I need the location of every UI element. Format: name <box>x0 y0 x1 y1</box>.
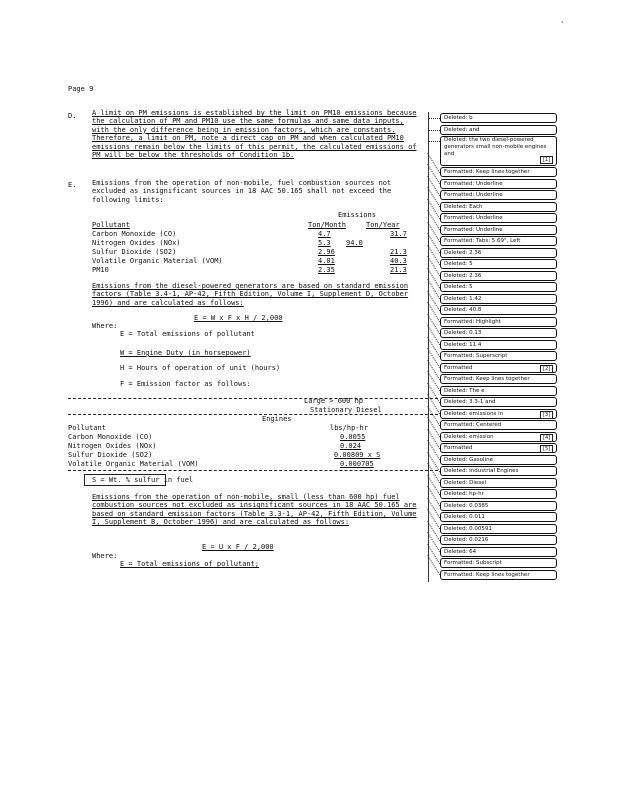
balloon-text: emission <box>469 433 494 440</box>
balloon-label: Formatted: <box>444 226 477 233</box>
balloon-text: Keep lines together <box>476 169 530 175</box>
limits-month: 2.96 <box>318 248 335 256</box>
balloon-tag[interactable]: [5] <box>540 445 553 453</box>
balloon-connector <box>427 475 440 495</box>
balloon-text: Keep lines together <box>476 376 530 382</box>
balloon-connector <box>427 544 440 564</box>
comment-balloon[interactable] <box>440 386 557 396</box>
balloon-label: Deleted: <box>444 203 470 210</box>
section-e-text: Emissions from the operation of non-mobile, fuel combustion sources not excluded as insignificant sources in 18 AAC 50.165 shall not exceed the following limits: <box>92 179 392 204</box>
factors-value: 0.0055 <box>340 433 366 441</box>
balloon-connector <box>427 222 440 242</box>
limits-col-month: Ton/Month <box>308 221 346 229</box>
balloon-label: Deleted: <box>444 284 470 290</box>
definition-w: W = Engine Duty (in horsepower) <box>120 349 251 357</box>
comment-balloon[interactable] <box>440 570 557 580</box>
limits-pollutant: Sulfur Dioxide (SO2) <box>92 248 177 256</box>
balloon-label: Deleted: <box>444 341 470 348</box>
comment-balloon[interactable] <box>440 294 557 304</box>
limits-month: 4.7 <box>318 230 331 238</box>
balloon-text: emissions in <box>469 410 504 417</box>
comment-balloon[interactable] <box>440 125 557 135</box>
comment-balloon[interactable] <box>440 259 557 269</box>
section-e-letter: E. <box>68 181 77 189</box>
balloon-label: Deleted: <box>444 525 470 532</box>
where-label-1: Where: <box>92 322 118 330</box>
balloon-label: Deleted: <box>444 307 470 313</box>
scan-mark: ' <box>560 20 565 28</box>
section-d-letter: D. <box>68 112 77 120</box>
balloon-label: Deleted: <box>444 330 470 336</box>
factors-paragraph: Emissions from the diesel-powered generators are based on standard emission factors (Table 3.4-1, AP-42, Fifth Edition, Volume I, Supplement D, October 1996) and are calculated as follows: <box>92 282 409 307</box>
balloon-connector <box>427 498 440 518</box>
comment-balloon[interactable] <box>440 374 557 384</box>
sulfur-note-box <box>84 474 166 486</box>
factors-group-header: Engines <box>262 415 292 423</box>
comment-balloon[interactable] <box>440 455 557 465</box>
balloon-label: Deleted: <box>444 399 470 405</box>
limits-col-pollutant: Pollutant <box>92 221 130 229</box>
comment-balloon[interactable] <box>440 202 557 212</box>
where-label-2: Where: <box>92 552 118 560</box>
balloon-connector <box>427 268 440 288</box>
balloon-text: 0.00591 <box>469 525 492 532</box>
balloon-text: The e <box>469 387 485 394</box>
engine-type-label: Stationary Diesel <box>310 406 382 414</box>
balloon-label: Formatted: <box>444 376 477 382</box>
balloon-label: Deleted: <box>444 537 470 543</box>
balloon-label: Formatted: <box>444 169 477 175</box>
balloon-tag[interactable]: [3] <box>540 411 553 419</box>
balloon-label: Deleted: <box>444 295 470 302</box>
balloon-text: 1.42 <box>469 295 482 302</box>
comment-balloon[interactable] <box>440 167 557 177</box>
balloon-label: Deleted: <box>444 387 470 394</box>
comment-balloon[interactable] <box>440 397 557 407</box>
factors-col-rate: lbs/hp-hr <box>330 424 368 432</box>
definition-e: E = Total emissions of pollutant <box>120 330 255 338</box>
balloon-label: Formatted: <box>444 318 477 325</box>
balloon-connector <box>427 245 440 265</box>
limits-year: 31.7 <box>390 230 407 238</box>
balloon-label: Deleted: <box>444 137 470 143</box>
factors-pollutant: Nitrogen Oxides (NOx) <box>68 442 157 450</box>
balloon-text: 5 <box>469 284 473 290</box>
balloon-label: Formatted: <box>444 422 477 428</box>
limits-month: 4.01 <box>318 257 335 265</box>
factors-value: 0.024 <box>340 442 362 450</box>
balloon-tag[interactable]: [4] <box>540 434 553 442</box>
definition-f: F = Emission factor as follows: <box>120 380 251 388</box>
balloon-text: the two diesel-powered generators small non-mobile engines and <box>444 137 547 157</box>
balloon-text: Underline <box>476 180 503 187</box>
balloon-label: Deleted: <box>444 502 470 509</box>
balloon-text: 40.8 <box>469 307 482 313</box>
factors-value: 0.000705 <box>340 460 374 468</box>
balloon-text: Underline <box>476 192 503 198</box>
balloon-label: Deleted: <box>444 115 470 121</box>
balloon-label: Formatted: <box>444 560 477 566</box>
factors-col-pollutant: Pollutant <box>68 424 106 432</box>
limits-year: 21.3 <box>390 248 407 256</box>
comment-balloon[interactable] <box>440 524 557 534</box>
balloon-label: Deleted: <box>444 433 470 440</box>
comment-balloon[interactable] <box>440 328 557 338</box>
factors-pollutant: Volatile Organic Material (VOM) <box>68 460 199 468</box>
balloon-label: Deleted: <box>444 548 470 555</box>
balloon-label: Deleted: <box>444 456 470 463</box>
balloon-text: 11.4 <box>469 341 482 348</box>
definition-h: H = Hours of operation of unit (hours) <box>120 364 281 372</box>
edit-divider <box>68 414 438 415</box>
comment-balloon[interactable] <box>440 478 557 488</box>
balloon-connector <box>427 199 440 219</box>
balloon-connector <box>427 406 440 426</box>
balloon-text: hp-hr <box>469 491 484 497</box>
limits-year: 21.3 <box>390 266 407 274</box>
comment-balloon[interactable] <box>440 351 557 361</box>
balloon-label: Formatted: <box>444 353 477 359</box>
balloon-tag[interactable]: [1] <box>540 156 553 164</box>
balloon-connector <box>427 314 440 334</box>
balloon-text: Diesel <box>469 479 487 486</box>
comment-balloon[interactable] <box>440 547 557 557</box>
balloon-label: Deleted: <box>444 410 470 417</box>
balloon-label: Formatted <box>444 445 473 451</box>
balloon-label: Formatted <box>444 364 473 371</box>
balloon-text: Highlight <box>476 318 501 325</box>
balloon-text: Keep lines together <box>476 571 530 578</box>
factors-pollutant: Carbon Monoxide (CO) <box>68 433 153 441</box>
comment-balloon[interactable] <box>440 420 557 430</box>
factors-value: 0.00809 x S <box>334 451 381 459</box>
comment-balloon[interactable] <box>440 248 557 258</box>
limits-month: 5.3 <box>318 239 331 247</box>
limits-pollutant: Nitrogen Oxides (NOx) <box>92 239 181 247</box>
formula-2: E = U x F / 2,000 <box>202 543 274 551</box>
balloon-label: Deleted: <box>444 479 470 486</box>
balloon-text: Industrial Engines <box>469 468 519 474</box>
factors-pollutant: Sulfur Dioxide (SO2) <box>68 451 153 459</box>
balloon-connector <box>427 555 440 575</box>
balloon-connector <box>427 176 440 196</box>
comment-balloon[interactable] <box>440 535 557 545</box>
balloon-label: Deleted: <box>444 468 470 474</box>
balloon-label: Deleted: <box>444 261 470 267</box>
balloon-text: Gasoline <box>469 456 493 463</box>
comment-balloon[interactable] <box>440 282 557 292</box>
limits-col-year: Ton/Year <box>366 221 400 229</box>
limits-year: 40.3 <box>390 257 407 265</box>
comment-balloon[interactable] <box>440 213 557 223</box>
balloon-text: 64 <box>469 548 477 555</box>
comment-balloon[interactable] <box>440 271 557 281</box>
comment-balloon[interactable] <box>440 501 557 511</box>
comment-balloon[interactable] <box>440 113 557 123</box>
balloon-tag[interactable]: [2] <box>540 365 553 373</box>
balloon-text: Tabs: 5.69", Left <box>476 238 521 244</box>
balloon-text: Subscript <box>476 560 502 566</box>
balloon-label: Deleted: <box>444 491 470 497</box>
balloon-label: Deleted: <box>444 126 470 133</box>
balloon-connector <box>428 118 440 119</box>
balloon-text: 2.36 <box>469 272 482 279</box>
limits-pollutant: Volatile Organic Material (VOM) <box>92 257 223 265</box>
balloon-connector <box>427 360 440 380</box>
balloon-text: 0.011 <box>469 514 485 520</box>
balloon-text: 5 <box>469 261 473 267</box>
balloon-connector <box>427 429 440 449</box>
balloon-text: 3.3-1 and <box>469 399 496 405</box>
balloon-label: Formatted: <box>444 571 477 578</box>
limits-month: 2.35 <box>318 266 335 274</box>
balloon-text: 2.36 <box>469 249 482 256</box>
balloon-text: 0.0385 <box>469 502 489 509</box>
balloon-text: 0.13 <box>469 330 482 336</box>
balloon-connector <box>427 291 440 311</box>
balloon-label: Deleted: <box>444 249 470 256</box>
balloon-label: Formatted: <box>444 180 477 187</box>
engine-size-label: Large > 600 hp <box>304 397 364 405</box>
comment-balloon[interactable] <box>440 305 557 315</box>
balloon-connector <box>427 452 440 472</box>
section-d-text: A limit on PM emissions is established by the limit on PM10 emissions because the calculation of PM and PM10 use the same formulas and same data inputs, with the only difference being in emission factors, which are constants. Therefore, a limit on PM, note a direct cap on PM and when calculated PM10 emissions remain below the limits of this permit, the calculated emissions of PM will be below the thresholds of Condition 1b. <box>92 109 417 160</box>
page-number: Page 9 <box>68 85 94 93</box>
balloon-text: and <box>469 126 480 133</box>
limits-year: 94.0 <box>346 239 363 247</box>
balloon-connector <box>427 521 440 541</box>
balloon-text: Underline <box>476 226 503 233</box>
balloon-connector <box>427 337 440 357</box>
edit-divider <box>68 470 438 471</box>
comment-balloon[interactable] <box>440 236 557 246</box>
sulfur-note: S = Wt. % sulfur in fuel <box>92 476 194 484</box>
balloon-text: Underline <box>476 215 503 221</box>
comment-balloon[interactable] <box>440 489 557 499</box>
comment-balloon[interactable] <box>440 225 557 235</box>
balloon-connector <box>428 141 440 142</box>
comment-balloon[interactable] <box>440 317 557 327</box>
comment-balloon[interactable] <box>440 190 557 200</box>
balloon-label: Formatted: <box>444 192 477 198</box>
limits-group-header: Emissions <box>338 211 376 219</box>
limits-pollutant: Carbon Monoxide (CO) <box>92 230 177 238</box>
balloon-label: Formatted: <box>444 238 477 244</box>
small-sources-paragraph: Emissions from the operation of non-mobile, small (less than 600 hp) fuel combustion sources not excluded as insignificant sources in 18 AAC 50.165 are based on standard emission factors (Table 3.3-1, AP-42, Fifth Edition, Volume I, Supplement B, October 1996) and are calculated as follows: <box>92 493 417 527</box>
balloon-label: Deleted: <box>444 514 470 520</box>
balloon-text: b <box>469 115 473 121</box>
definition-e-small: E = Total emissions of pollutant; <box>120 560 260 568</box>
balloon-text: Each <box>469 203 483 210</box>
comment-balloon[interactable] <box>440 340 557 350</box>
comment-balloon[interactable] <box>440 558 557 568</box>
balloon-connector <box>427 153 440 173</box>
edit-divider <box>68 398 438 399</box>
comment-balloon[interactable] <box>440 512 557 522</box>
comment-balloon[interactable] <box>440 179 557 189</box>
balloon-connector <box>428 130 440 131</box>
balloon-label: Deleted: <box>444 272 470 279</box>
limits-pollutant: PM10 <box>92 266 109 274</box>
balloon-connector <box>427 383 440 403</box>
comment-balloon[interactable] <box>440 466 557 476</box>
balloon-text: Centered <box>476 422 502 428</box>
balloon-text: 0.0216 <box>469 537 489 543</box>
balloon-label: Formatted: <box>444 215 477 221</box>
balloon-text: Superscript <box>476 353 508 359</box>
formula-1: E = W x F x H / 2,000 <box>194 314 283 322</box>
